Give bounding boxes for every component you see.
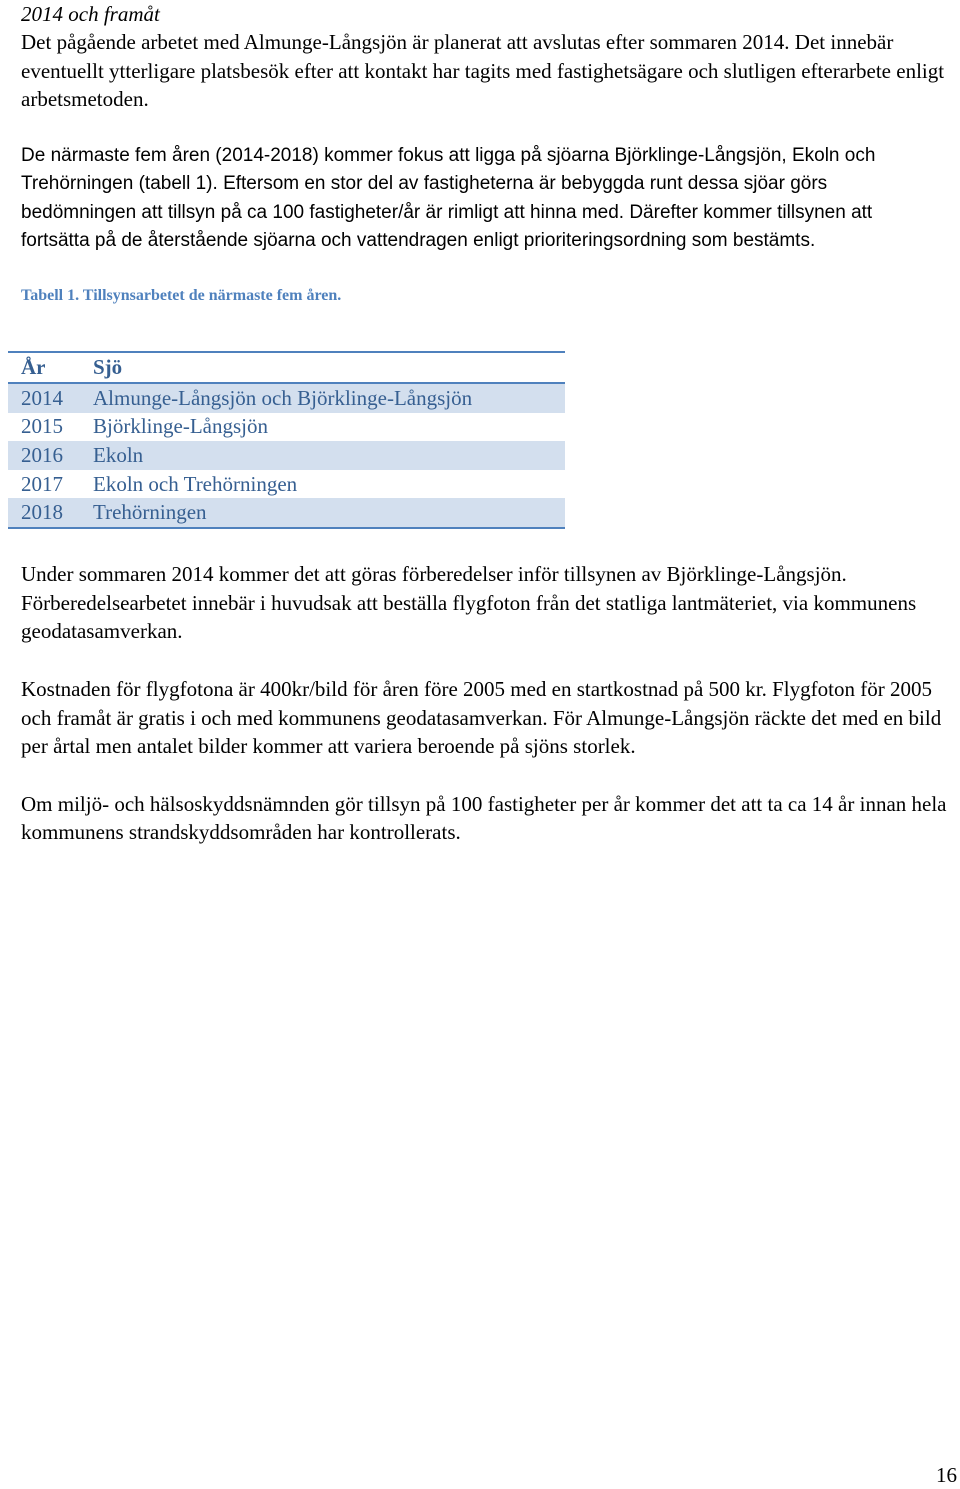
cell-year: 2017 xyxy=(21,471,63,496)
cell-year: 2014 xyxy=(21,385,63,410)
table-row xyxy=(8,383,565,413)
table-row xyxy=(8,441,565,470)
table-caption: Tabell 1. Tillsynsarbetet de närmaste fem åren. xyxy=(21,286,342,304)
schedule-table xyxy=(8,351,565,529)
intro-paragraph: Det pågående arbetet med Almunge-Långsjön är planerat att avslutas efter sommaren 2014. Det innebär eventuellt ytterligare platsbesök efter att kontakt har tagits med fastighetsägare och slutligen efterarbete enligt arbetsmetoden. xyxy=(21,30,945,111)
cell-lake: Björklinge-Långsjön xyxy=(93,414,268,439)
cell-year: 2018 xyxy=(21,500,63,525)
schedule-table-wrapper xyxy=(8,351,565,529)
cell-year: 2016 xyxy=(21,442,63,467)
table-row xyxy=(8,413,565,442)
table-header-row xyxy=(8,352,565,383)
cell-lake: Ekoln xyxy=(93,442,144,467)
cell-lake: Almunge-Långsjön och Björklinge-Långsjön xyxy=(93,385,473,410)
cell-lake: Ekoln och Trehörningen xyxy=(93,471,298,496)
cell-year: 2015 xyxy=(21,414,63,439)
lower-section xyxy=(21,560,956,876)
top-section xyxy=(21,0,946,306)
table-row xyxy=(8,498,565,528)
table-row xyxy=(8,470,565,499)
duration-paragraph: Om miljö- och hälsoskyddsnämnden gör tillsyn på 100 fastigheter per år kommer det att ta ca 14 år innan hela kommunens strandskyddsområden har kontrollerats. xyxy=(21,791,947,845)
cell-lake: Trehörningen xyxy=(93,500,207,525)
header-lake: Sjö xyxy=(93,355,123,379)
section-heading: 2014 och framåt xyxy=(21,2,160,26)
preparation-paragraph: Under sommaren 2014 kommer det att göras förberedelser inför tillsynen av Björklinge-Långsjön. Förberedelsearbetet innebär i huvudsak att beställa flygfoton från det statliga lantmäteriet, via kommunens geodatasamverkan. xyxy=(21,562,917,644)
cost-paragraph: Kostnaden för flygfotona är 400kr/bild för åren före 2005 med en startkostnad på 500 kr. Flygfoton för 2005 och framåt är gratis i och med kommunens geodatasamverkan. För Almunge-Långsjön räckte det med en bild per årtal men antalet bilder kommer att variera beroende på sjöns storlek. xyxy=(21,676,942,759)
page-number: 16 xyxy=(936,1463,957,1487)
focus-paragraph: De närmaste fem åren (2014-2018) kommer fokus att ligga på sjöarna Björklinge-Långsjön, Ekoln och Trehörningen (tabell 1). Eftersom en stor del av fastigheterna är bebyggda runt dessa sjöar görs bedömningen att tillsyn på ca 100 fastigheter/år är rimligt att hinna med. Därefter kommer tillsynen att fortsätta på de återstående sjöarna och vattendragen enligt prioriteringsordning som bestämts. xyxy=(21,144,876,252)
header-year: År xyxy=(21,355,46,379)
